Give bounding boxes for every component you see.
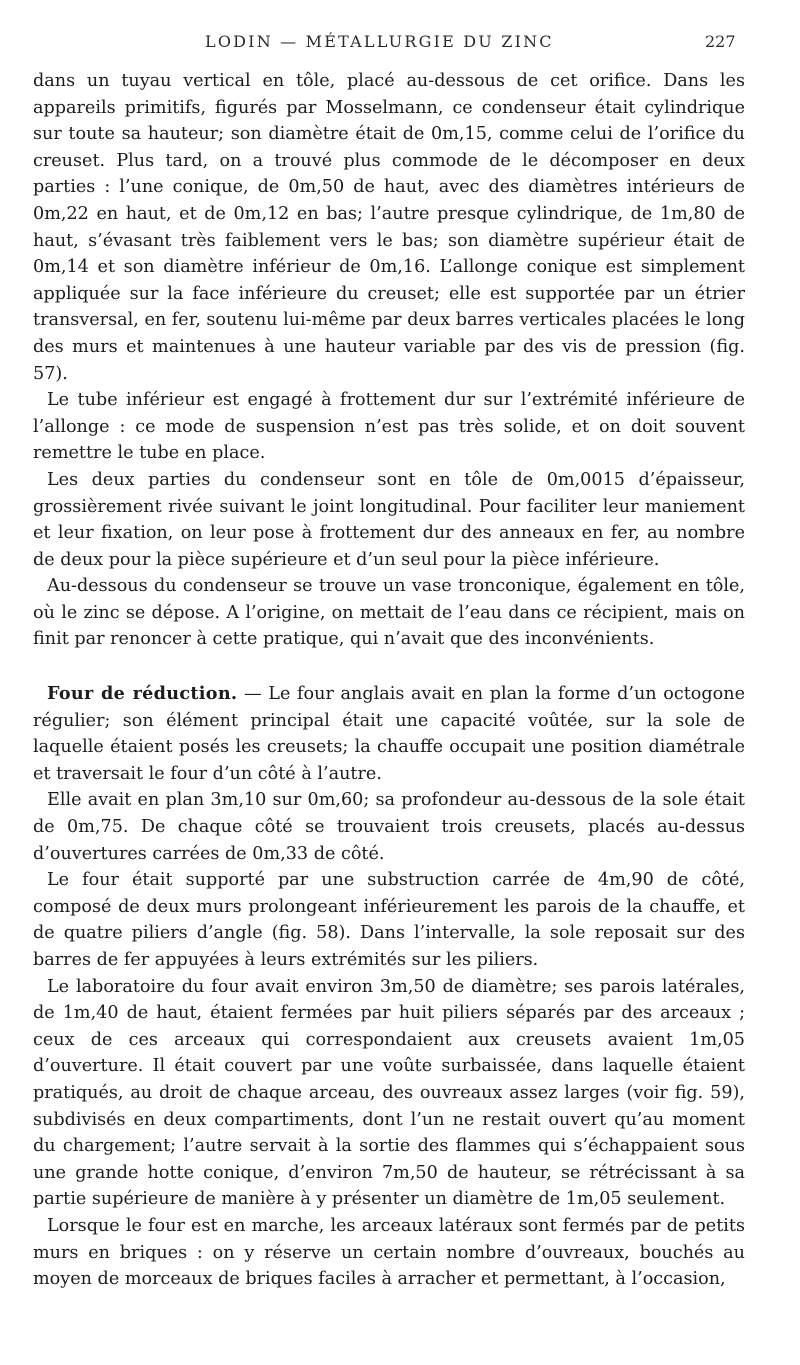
section-title: Four de réduction.: [47, 683, 238, 705]
paragraph-furnace-substructure: Le four était supporté par une substruction carrée de 4m,90 de côté, composé de deux murs prolongeant inférieurement les parois de la chauffe, et de quatre piliers d’angle (fig. 58). Dans l’intervalle, la sole reposait sur des barres de fer appuyées à leurs extrémités sur les piliers.: [33, 870, 745, 970]
section-gap: [33, 653, 745, 681]
paragraph-furnace-operation: Lorsque le four est en marche, les arceaux latéraux sont fermés par de petits murs en briques : on y réserve un certain nombre d’ouvreaux, bouchés au moyen de morceaux de briques faciles à arracher et permettant, à l’occasion,: [33, 1215, 745, 1290]
body-text: [33, 68, 745, 1293]
running-head: LODIN — MÉTALLURGIE DU ZINC: [205, 32, 554, 51]
page-header: [0, 30, 800, 56]
paragraph-condenser-parts: Les deux parties du condenseur sont en tôle de 0m,0015 d’épaisseur, grossièrement rivée suivant le joint longitudinal. Pour faciliter leur maniement et leur fixation, on leur pose à frottement dur des anneaux en fer, au nombre de deux pour la pièce supérieure et d’un seul pour la pièce inférieure.: [33, 469, 745, 570]
paragraph-laboratory: Le laboratoire du four avait environ 3m,50 de diamètre; ses parois latérales, de 1m,40 de haut, étaient fermées par huit piliers séparés par des arceaux ; ceux de ces arceaux qui correspondaient aux creusets avaient 1m,05 d’ouverture. Il était couvert par une voûte surbaissée, dans laquelle étaient pratiqués, au droit de chaque arceau, des ouvreaux assez larges (voir fig. 59), subdivisés en deux compartiments, dont l’un ne restait ouvert qu’au moment du chargement; l’autre servait à la sortie des flammes qui s’échappaient sous une grande hotte conique, d’environ 7m,50 de hauteur, se rétrécissant à sa partie supérieure de manière à y présenter un diamètre de 1m,05 seulement.: [33, 976, 745, 1210]
paragraph-reduction-furnace: [33, 681, 745, 787]
page-number: 227: [705, 32, 736, 51]
paragraph-firebox-dimensions: Elle avait en plan 3m,10 sur 0m,60; sa profondeur au-dessous de la sole était de 0m,75. De chaque côté se trouvaient trois creusets, placés au-dessus d’ouvertures carrées de 0m,33 de côté.: [33, 790, 745, 864]
paragraph-lower-tube: Le tube inférieur est engagé à frottement dur sur l’extrémité inférieure de l’allonge : ce mode de suspension n’est pas très solide, et on doit souvent remettre le tube en place.: [33, 390, 745, 464]
section-intro-text: — Le four anglais avait en plan la forme d’un octogone régulier; son élément principal était une capacité voûtée, sur la sole de laquelle étaient posés les creusets; la chauffe occupait une position diamétrale et traversait le four d’un côté à l’autre.: [33, 684, 745, 784]
paragraph-condenser-description: dans un tuyau vertical en tôle, placé au-dessous de cet orifice. Dans les appareils primitifs, figurés par Mosselmann, ce condenseur était cylindrique sur toute sa hauteur; son diamètre était de 0m,15, comme celui de l’orifice du creuset. Plus tard, on a trouvé plus commode de le décomposer en deux parties : l’une conique, de 0m,50 de haut, avec des diamètres intérieurs de 0m,22 en haut, et de 0m,12 en bas; l’autre presque cylindrique, de 1m,80 de haut, s’évasant très faiblement vers le bas; son diamètre supérieur était de 0m,14 et son diamètre inférieur de 0m,16. L’allonge conique est simplement appliquée sur la face inférieure du creuset; elle est supportée par un étrier transversal, en fer, soutenu lui-même par deux barres verticales placées le long des murs et maintenues à une hauteur variable par des vis de pression (fig. 57).: [33, 71, 745, 384]
paragraph-receiving-vessel: Au-dessous du condenseur se trouve un vase tronconique, également en tôle, où le zinc se dépose. A l’origine, on mettait de l’eau dans ce récipient, mais on finit par renoncer à cette pratique, qui n’avait que des inconvénients.: [33, 576, 745, 650]
